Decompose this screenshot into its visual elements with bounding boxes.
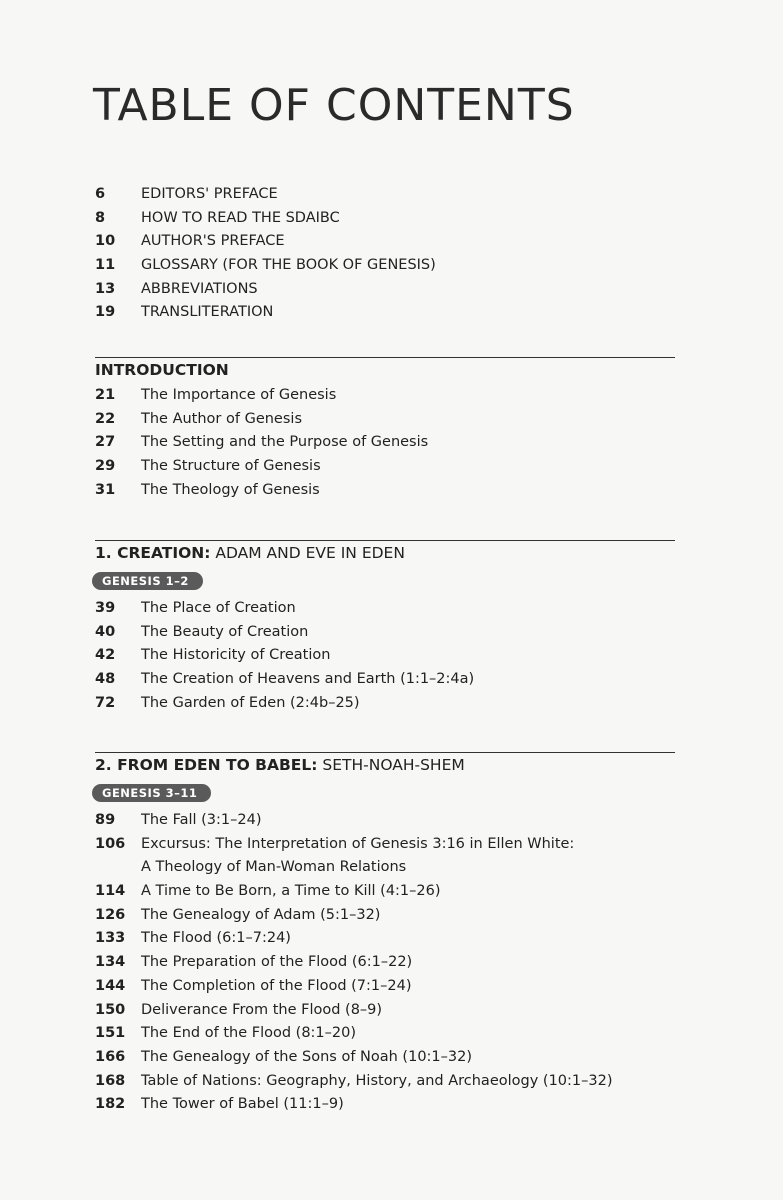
toc-entry[interactable] (95, 883, 675, 907)
page-number: 134 (95, 954, 126, 971)
toc-entry[interactable] (95, 210, 436, 234)
entry-title: Excursus: The Interpretation of Genesis 3:16 in Ellen White: (141, 835, 575, 852)
entry-title: The Garden of Eden (2:4b–25) (141, 694, 360, 711)
section-divider (95, 357, 675, 358)
entry-title: The Preparation of the Flood (6:1–22) (141, 954, 413, 971)
page-number: 21 (95, 387, 116, 403)
page-number: 27 (95, 434, 116, 451)
entry-title: The Author of Genesis (141, 410, 302, 427)
section-heading (95, 756, 675, 782)
page-number: 144 (95, 977, 126, 994)
page-number: 19 (95, 304, 116, 321)
entry-title: Deliverance From the Flood (8–9) (141, 1001, 383, 1018)
toc-entry[interactable] (95, 930, 675, 954)
scripture-badge: GENESIS 3–11 (92, 784, 211, 802)
entry-title: GLOSSARY (FOR THE BOOK OF GENESIS) (141, 257, 436, 274)
page-number: 31 (95, 481, 116, 498)
page-number: 126 (95, 906, 126, 923)
entry-title: TRANSLITERATION (141, 304, 274, 321)
page-number: 42 (95, 647, 116, 664)
page-number: 133 (95, 930, 126, 947)
toc-entry[interactable] (95, 233, 436, 257)
entry-title: The Importance of Genesis (141, 387, 337, 403)
page-number: 106 (95, 835, 126, 852)
page-number: 13 (95, 280, 116, 297)
entry-title: The Place of Creation (141, 600, 296, 616)
page-number: 6 (95, 186, 106, 202)
toc-entry[interactable] (95, 978, 675, 1002)
entry-title: The Genealogy of Adam (5:1–32) (141, 906, 381, 923)
entry-title: The Setting and the Purpose of Genesis (141, 434, 429, 451)
page-number: 22 (95, 410, 116, 427)
page-number: 11 (95, 257, 116, 274)
entry-title: ABBREVIATIONS (141, 280, 258, 297)
entry-title: The End of the Flood (8:1–20) (141, 1025, 357, 1042)
toc-entry[interactable] (95, 600, 675, 624)
page-number: 168 (95, 1072, 126, 1089)
page-number: 8 (95, 209, 106, 226)
section-heading-bold: 2. FROM EDEN TO BABEL: (95, 756, 318, 774)
entry-title: The Fall (3:1–24) (141, 812, 262, 828)
section-creation (95, 540, 675, 718)
toc-entry[interactable] (95, 1049, 675, 1073)
entry-title: The Completion of the Flood (7:1–24) (141, 977, 412, 994)
section-divider (95, 752, 675, 753)
section-heading (95, 544, 675, 570)
entry-title: A Time to Be Born, a Time to Kill (4:1–26) (141, 883, 441, 900)
page-number: 10 (95, 233, 116, 250)
section-divider (95, 540, 675, 541)
page-number: 29 (95, 458, 116, 475)
entry-title: The Tower of Babel (11:1–9) (141, 1096, 344, 1113)
toc-entry[interactable] (95, 954, 675, 978)
section-heading (95, 361, 675, 387)
toc-entry[interactable] (95, 812, 675, 836)
scripture-badge: GENESIS 1–2 (92, 572, 203, 590)
toc-entry[interactable] (95, 671, 675, 695)
page-number: 150 (95, 1001, 126, 1018)
toc-entry[interactable] (95, 695, 675, 719)
toc-entry[interactable] (95, 1002, 675, 1026)
entry-title: The Genealogy of the Sons of Noah (10:1–32) (141, 1048, 473, 1065)
toc-entry[interactable] (95, 434, 675, 458)
toc-entry[interactable] (95, 281, 436, 305)
toc-entry[interactable] (95, 1073, 675, 1097)
page-number: 40 (95, 623, 116, 640)
toc-entry-continuation (95, 859, 675, 883)
entry-title: The Creation of Heavens and Earth (1:1–2:4a) (141, 671, 475, 688)
toc-entry[interactable] (95, 304, 436, 328)
page-number: 39 (95, 600, 116, 616)
section-heading-bold: 1. CREATION: (95, 544, 211, 562)
page-number: 72 (95, 694, 116, 711)
entry-title: The Theology of Genesis (141, 481, 320, 498)
toc-entry[interactable] (95, 647, 675, 671)
introduction-section (95, 357, 675, 505)
entry-title: The Beauty of Creation (141, 623, 309, 640)
entry-title: The Flood (6:1–7:24) (141, 930, 291, 947)
section-heading-bold: INTRODUCTION (95, 361, 229, 379)
page-number: 114 (95, 883, 126, 900)
toc-entry[interactable] (95, 458, 675, 482)
entry-title: Table of Nations: Geography, History, and Archaeology (10:1–32) (141, 1072, 613, 1089)
section-eden-to-babel (95, 752, 675, 1120)
front-matter-list (95, 186, 436, 328)
entry-title: AUTHOR'S PREFACE (141, 233, 285, 250)
toc-entry[interactable] (95, 186, 436, 210)
toc-entry[interactable] (95, 482, 675, 506)
page-number: 182 (95, 1096, 126, 1113)
toc-entry[interactable] (95, 1096, 675, 1120)
entry-title: The Structure of Genesis (141, 458, 321, 475)
toc-entry[interactable] (95, 257, 436, 281)
page-number: 89 (95, 812, 116, 828)
toc-entry[interactable] (95, 387, 675, 411)
toc-entry[interactable] (95, 1025, 675, 1049)
section-heading-subtitle: SETH-NOAH-SHEM (322, 756, 465, 774)
section-heading-subtitle: ADAM AND EVE IN EDEN (215, 544, 405, 562)
entry-title-continuation: A Theology of Man-Woman Relations (141, 859, 407, 876)
entry-title: EDITORS' PREFACE (141, 186, 278, 202)
entry-title: HOW TO READ THE SDAIBC (141, 209, 340, 226)
page-number: 151 (95, 1025, 126, 1042)
page-title: TABLE OF CONTENTS (93, 80, 575, 131)
entry-title: The Historicity of Creation (141, 647, 331, 664)
toc-entry[interactable] (95, 836, 675, 860)
toc-entry[interactable] (95, 624, 675, 648)
toc-entry[interactable] (95, 907, 675, 931)
page-number: 48 (95, 671, 116, 688)
toc-entry[interactable] (95, 411, 675, 435)
page-number: 166 (95, 1048, 126, 1065)
